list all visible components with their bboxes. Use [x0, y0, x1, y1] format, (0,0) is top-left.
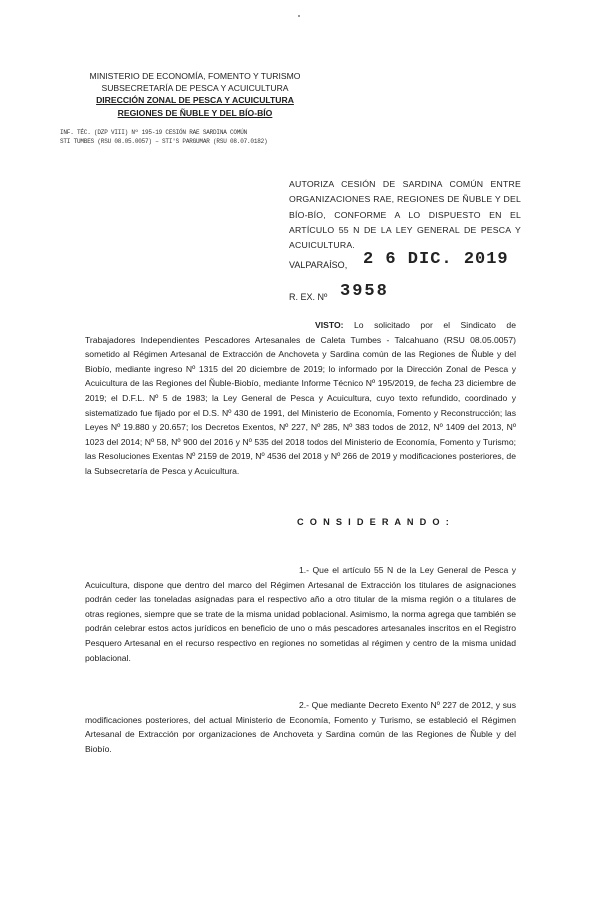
resolution-label: R. EX. Nº	[289, 292, 328, 302]
considerando-paragraph-2: 2.- Que mediante Decreto Exento Nº 227 de 2012, y sus modificaciones posteriores, del actual Ministerio de Economía, Fomento y Turismo, se estableció el Régimen Artesanal de Extracción por organizaciones de Anchoveta y Sardina común de las Regiones de Ñuble y del Biobío.	[85, 700, 516, 754]
subject-summary: AUTORIZA CESIÓN DE SARDINA COMÚN ENTRE ORGANIZACIONES RAE, REGIONES DE ÑUBLE Y DEL BÍO-BÍO, CONFORME A LO DISPUESTO EN EL ARTÍCULO 55 N DE LA LEY GENERAL DE PESCA Y ACUICULTURA.	[289, 179, 521, 251]
reference-block	[60, 128, 330, 146]
date-stamp: 2 6 DIC. 2019	[363, 250, 509, 269]
scan-speck	[298, 15, 300, 17]
zonal-direction-line: DIRECCIÓN ZONAL DE PESCA Y ACUICULTURA	[96, 95, 294, 106]
undersecretary-line: SUBSECRETARÍA DE PESCA Y ACUICULTURA	[101, 83, 289, 94]
reference-line-2: STI TUMBES (RSU 08.05.0057) – STI'S PARGUMAR (RSU 08.07.0182)	[60, 138, 268, 145]
considerando-heading: C O N S I D E R A N D O :	[297, 517, 451, 527]
letterhead	[60, 70, 330, 119]
regions-line: REGIONES DE ÑUBLE Y DEL BÍO-BÍO	[117, 107, 273, 118]
ministry-line: MINISTERIO DE ECONOMÍA, FOMENTO Y TURISMO	[89, 71, 301, 81]
visto-paragraph	[85, 318, 516, 479]
reference-line-1: INF. TÉC. (DZP VIII) Nº 195-19 CESIÓN RAE SARDINA COMÚN	[60, 129, 248, 136]
visto-heading: VISTO:	[315, 320, 344, 330]
resolution-number: 3958	[340, 282, 389, 301]
visto-text: Lo solicitado por el Sindicato de Trabajadores Independientes Pescadores Artesanales de Caleta Tumbes - Talcahuano (RSU 08.05.0057) sometido al Régimen Artesanal de Extracción de Anchoveta y Sardina común de las Regiones de Ñuble y del Biobío, mediante ingreso Nº 1315 del 20 diciembre de 2019; lo informado por la Dirección Zonal de Pesca y Acuicultura de las Regiones del Ñuble-Biobío, mediante Informe Técnico Nº 195/2019, de fecha 23 diciembre de 2019; el D.F.L. Nº 5 de 1983; la Ley General de Pesca y Acuicultura, cuyo texto refundido, coordinado y sistematizado fue fijado por el D.S. Nº 430 de 1991, del Ministerio de Economía, Fomento y Reconstrucción; las Leyes Nº 19.880 y 20.657; los Decretos Exentos, Nº 227, Nº 285, Nº 383 todos de 2012, Nº 1409 del 2013, Nº 1023 del 2014; Nº 58, Nº 900 del 2016 y Nº 535 del 2018 todos del Ministerio de Economía, Fomento y Turismo; las Resoluciones Exentas Nº 2159 de 2019, Nº 4536 del 2018 y Nº 266 de 2019 y modificaciones posteriores, de la Subsecretaría de Pesca y Acuicultura.	[85, 320, 516, 476]
considerando-paragraph-1: 1.- Que el artículo 55 N de la Ley General de Pesca y Acuicultura, dispone que dentro del marco del Régimen Artesanal de Extracción los titulares de asignaciones podrán ceder las toneladas asignadas para el respectivo año a otro titular de la misma región o a titulares de otras regiones, siempre que se trate de la misma unidad poblacional. Asimismo, la norma agrega que también se podrán celebrar estos actos jurídicos en beneficio de uno o más pescadores artesanales inscritos en el Registro Pesquero Artesanal en el recurso respectivo en regiones no sometidas al régimen y centro de la misma unidad poblacional.	[85, 565, 516, 663]
place-label: VALPARAÍSO,	[289, 260, 348, 270]
